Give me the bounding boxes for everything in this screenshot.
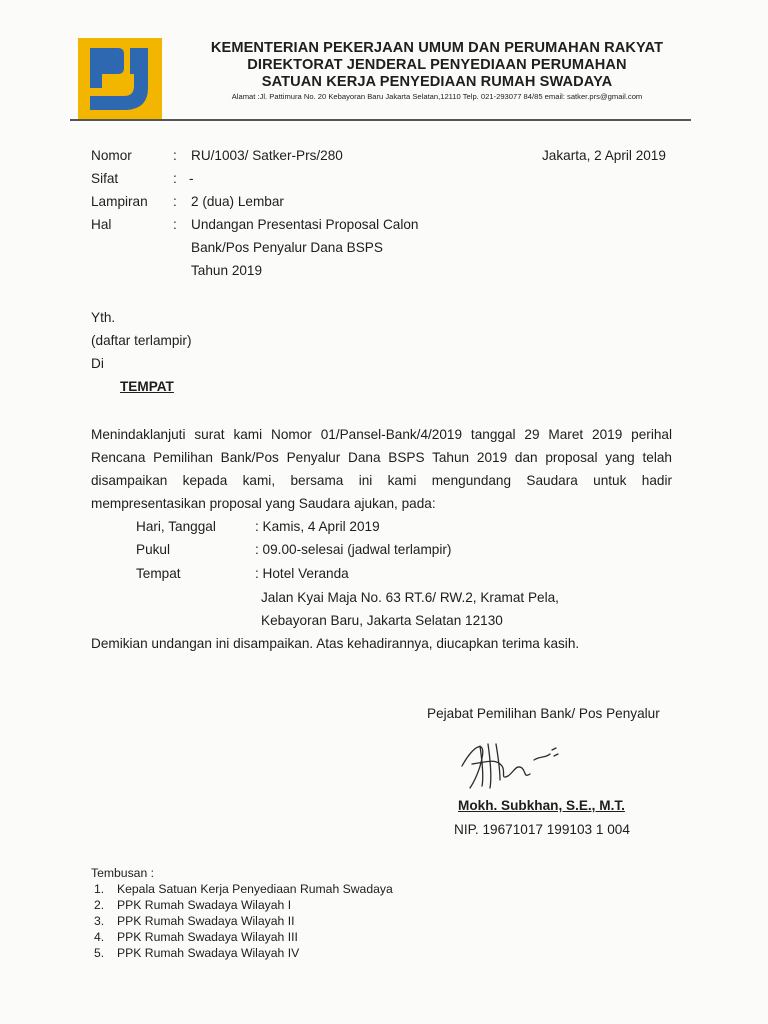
body-paragraph-line: Menindaklanjuti surat kami Nomor 01/Pansel-Bank/4/2019 tanggal 29 Maret 2019 perihal xyxy=(91,427,672,442)
hal-colon: : xyxy=(173,217,177,232)
sifat-value: - xyxy=(189,171,194,186)
lampiran-label: Lampiran xyxy=(91,194,148,209)
detail-date-label: Hari, Tanggal xyxy=(136,519,216,534)
pupr-logo xyxy=(78,38,162,120)
detail-venue-label: Tempat xyxy=(136,566,181,581)
cc-item-number: 1. xyxy=(94,882,105,896)
cc-item-text: PPK Rumah Swadaya Wilayah III xyxy=(117,930,298,944)
handwritten-signature xyxy=(452,736,568,794)
cc-item-text: PPK Rumah Swadaya Wilayah II xyxy=(117,914,295,928)
letterhead-divider xyxy=(70,119,691,121)
cc-item-number: 4. xyxy=(94,930,105,944)
sifat-label: Sifat xyxy=(91,171,119,186)
cc-item-text: PPK Rumah Swadaya Wilayah I xyxy=(117,898,292,912)
cc-heading: Tembusan : xyxy=(91,866,155,880)
detail-date-value: : Kamis, 4 April 2019 xyxy=(255,519,380,534)
detail-venue-address-line: Kebayoran Baru, Jakarta Selatan 12130 xyxy=(261,613,503,628)
recipient-di: Di xyxy=(91,356,104,371)
lampiran-colon: : xyxy=(173,194,177,209)
body-paragraph-line: Rencana Pemilihan Bank/Pos Penyalur Dana BSPS Tahun 2019 dan proposal yang telah xyxy=(91,450,672,465)
recipient-list: (daftar terlampir) xyxy=(91,333,192,348)
cc-item-text: Kepala Satuan Kerja Penyediaan Rumah Swadaya xyxy=(117,882,393,896)
closing-sentence: Demikian undangan ini disampaikan. Atas kehadirannya, diucapkan terima kasih. xyxy=(91,636,580,651)
hal-label: Hal xyxy=(91,217,112,232)
cc-item-number: 3. xyxy=(94,914,105,928)
recipient-place: TEMPAT xyxy=(120,379,174,394)
letterhead-ministry: KEMENTERIAN PEKERJAAN UMUM DAN PERUMAHAN RAKYAT xyxy=(210,40,664,56)
detail-time-value: : 09.00-selesai (jadwal terlampir) xyxy=(255,542,452,557)
hal-value-line: Tahun 2019 xyxy=(191,263,263,278)
signatory-name: Mokh. Subkhan, S.E., M.T. xyxy=(458,798,625,813)
nomor-value: RU/1003/ Satker-Prs/280 xyxy=(191,148,343,163)
cc-item-number: 2. xyxy=(94,898,105,912)
place-date: Jakarta, 2 April 2019 xyxy=(542,148,666,163)
letterhead-address: Alamat :Jl. Pattimura No. 20 Kebayoran Baru Jakarta Selatan,12110 Telp. 021-293077 84/85 email: satker.prs@gmail.com xyxy=(231,92,643,101)
nomor-label: Nomor xyxy=(91,148,132,163)
nomor-colon: : xyxy=(173,148,177,163)
sifat-colon: : xyxy=(173,171,177,186)
cc-item-text: PPK Rumah Swadaya Wilayah IV xyxy=(117,946,300,960)
hal-value-line: Undangan Presentasi Proposal Calon xyxy=(191,217,419,232)
signatory-nip: NIP. 19671017 199103 1 004 xyxy=(454,822,630,837)
detail-venue-value: : Hotel Veranda xyxy=(255,566,349,581)
body-paragraph-line: disampaikan kepada kami, bersama ini kami mengundang Saudara untuk hadir xyxy=(91,473,672,488)
hal-value-line: Bank/Pos Penyalur Dana BSPS xyxy=(191,240,383,255)
detail-venue-address-line: Jalan Kyai Maja No. 63 RT.6/ RW.2, Kramat Pela, xyxy=(261,590,559,605)
letterhead-directorate: DIREKTORAT JENDERAL PENYEDIAAN PERUMAHAN xyxy=(247,57,627,73)
detail-time-label: Pukul xyxy=(136,542,171,557)
recipient-yth: Yth. xyxy=(91,310,116,325)
signatory-title: Pejabat Pemilihan Bank/ Pos Penyalur xyxy=(427,706,660,721)
cc-item-number: 5. xyxy=(94,946,105,960)
body-paragraph-line: mempresentasikan proposal yang Saudara ajukan, pada: xyxy=(91,496,436,511)
lampiran-value: 2 (dua) Lembar xyxy=(191,194,284,209)
letterhead-unit: SATUAN KERJA PENYEDIAAN RUMAH SWADAYA xyxy=(261,74,613,90)
